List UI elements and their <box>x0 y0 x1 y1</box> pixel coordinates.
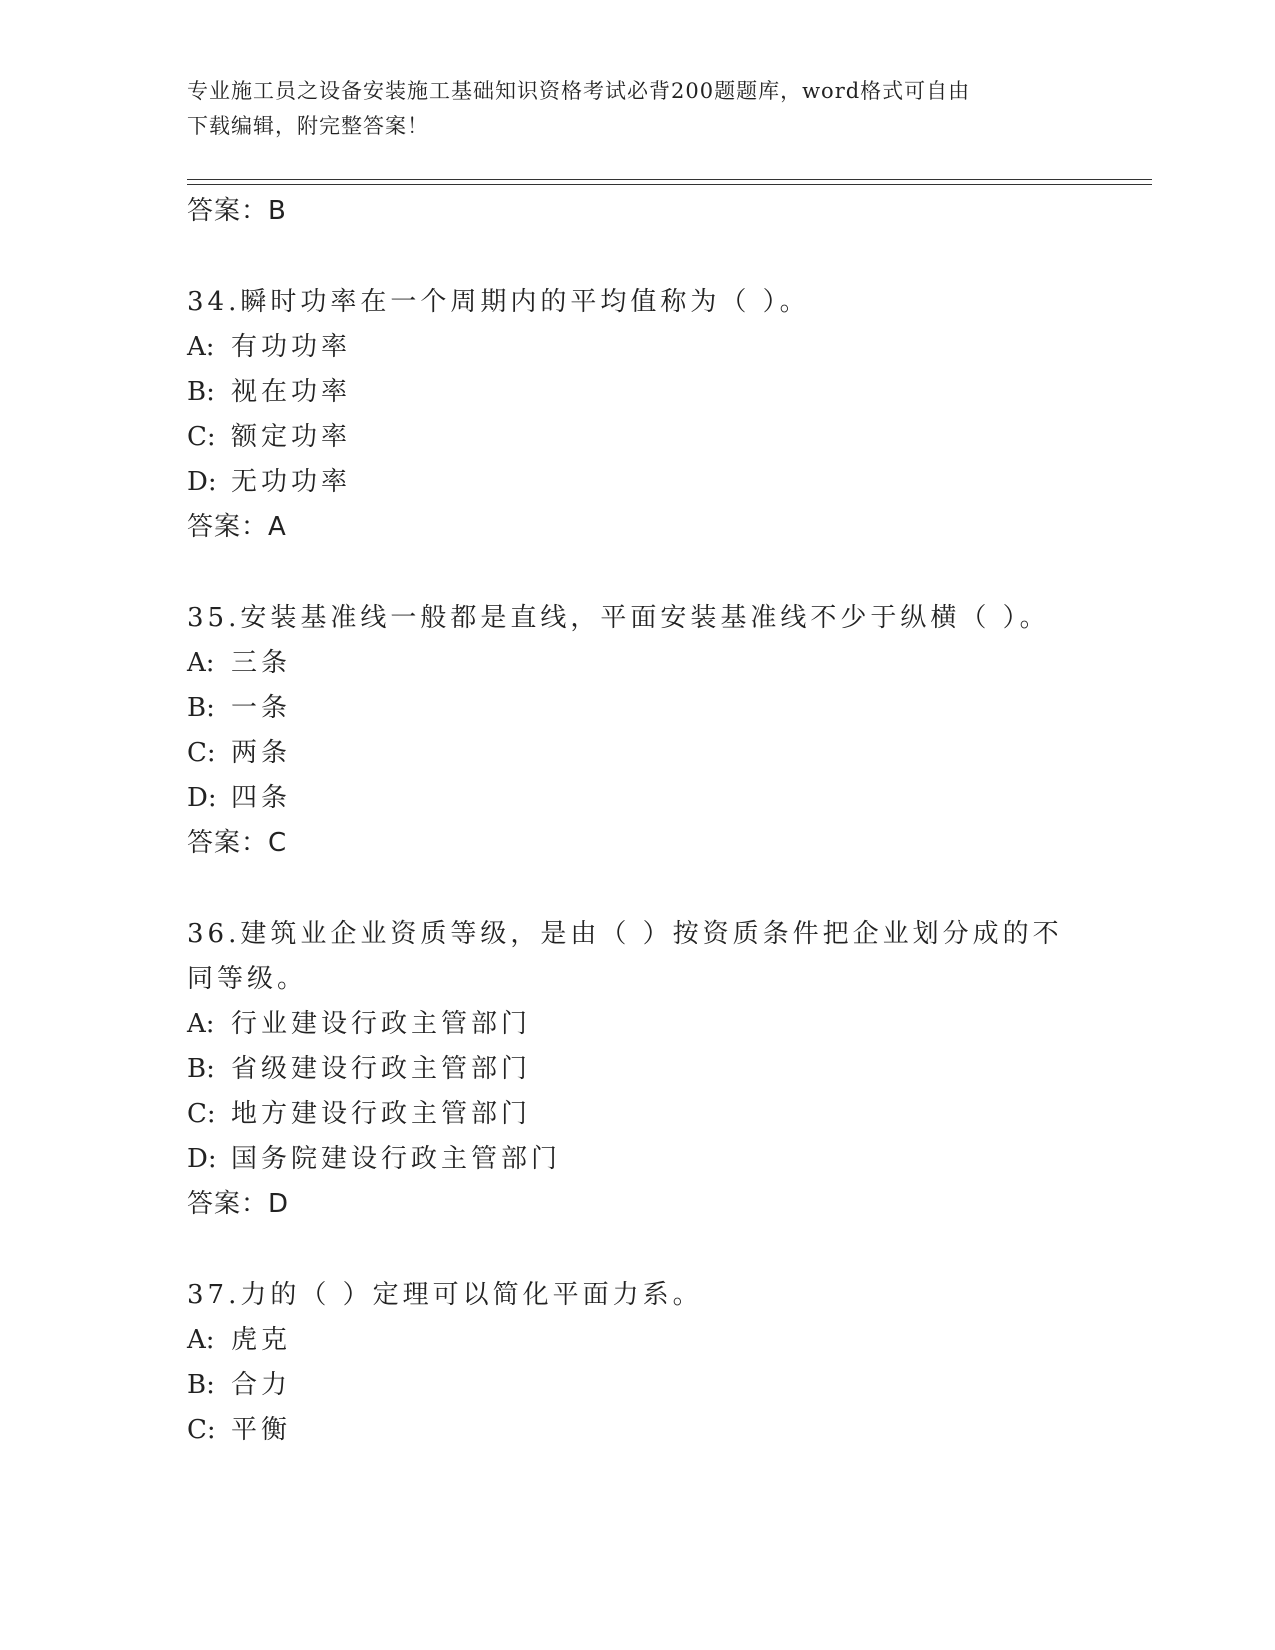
option-c <box>187 731 1087 776</box>
option-c <box>187 1092 1087 1137</box>
option-text: 有功功率 <box>231 332 352 362</box>
question-34 <box>187 280 1087 550</box>
option-b <box>187 1363 1087 1408</box>
option-letter: B: <box>187 693 215 723</box>
question-stem <box>187 596 1087 641</box>
option-text: 视在功率 <box>231 377 352 407</box>
option-a <box>187 1318 1087 1363</box>
option-letter: D: <box>187 1144 217 1174</box>
option-d <box>187 1137 1087 1182</box>
question-list <box>187 189 1087 1453</box>
option-text: 平衡 <box>231 1415 292 1445</box>
previous-question-answer: 答案：B <box>187 196 287 226</box>
option-text: 额定功率 <box>231 422 352 452</box>
question-text: 力的（ ）定理可以简化平面力系。 <box>240 1280 703 1310</box>
option-a <box>187 641 1087 686</box>
option-letter: C: <box>187 1415 216 1445</box>
option-letter: C: <box>187 738 216 768</box>
question-number: 34. <box>187 287 241 317</box>
question-text: 建筑业企业资质等级，是由（ ）按资质条件把企业划分成的不同等级。 <box>187 919 1063 994</box>
option-d <box>187 460 1087 505</box>
question-stem <box>187 912 1087 1002</box>
option-letter: A: <box>187 332 215 362</box>
option-text: 国务院建设行政主管部门 <box>231 1144 562 1174</box>
question-37 <box>187 1273 1087 1453</box>
option-letter: B: <box>187 1370 215 1400</box>
question-text: 瞬时功率在一个周期内的平均值称为（ ）。 <box>240 287 810 317</box>
option-text: 三条 <box>231 648 292 678</box>
header-divider-bottom <box>187 184 1152 185</box>
option-letter: D: <box>187 467 217 497</box>
option-letter: C: <box>187 422 216 452</box>
option-letter: A: <box>187 1009 215 1039</box>
option-d <box>187 776 1087 821</box>
question-stem <box>187 280 1087 325</box>
option-text: 行业建设行政主管部门 <box>231 1009 532 1039</box>
option-a <box>187 325 1087 370</box>
option-text: 一条 <box>231 693 292 723</box>
question-text: 安装基准线一般都是直线，平面安装基准线不少于纵横（ ）。 <box>240 603 1050 633</box>
option-a <box>187 1002 1087 1047</box>
question-answer: 答案：C <box>187 828 288 858</box>
option-text: 无功功率 <box>231 467 352 497</box>
header-title-line-1: 专业施工员之设备安装施工基础知识资格考试必背200题题库，word格式可自由 <box>187 79 971 103</box>
document-header <box>187 74 1067 144</box>
option-letter: B: <box>187 377 215 407</box>
option-b <box>187 1047 1087 1092</box>
question-stem <box>187 1273 1087 1318</box>
header-title-line-2: 下载编辑，附完整答案！ <box>187 114 429 138</box>
question-36 <box>187 912 1087 1227</box>
option-letter: B: <box>187 1054 215 1084</box>
option-letter: A: <box>187 648 215 678</box>
question-answer: 答案：A <box>187 512 287 542</box>
option-text: 两条 <box>231 738 292 768</box>
option-text: 地方建设行政主管部门 <box>231 1099 532 1129</box>
option-b <box>187 686 1087 731</box>
option-text: 省级建设行政主管部门 <box>231 1054 532 1084</box>
option-letter: D: <box>187 783 217 813</box>
option-letter: A: <box>187 1325 215 1355</box>
option-c <box>187 1408 1087 1453</box>
question-35 <box>187 596 1087 866</box>
question-number: 37. <box>187 1280 241 1310</box>
option-letter: C: <box>187 1099 216 1129</box>
option-c <box>187 415 1087 460</box>
option-text: 合力 <box>231 1370 292 1400</box>
header-divider-top <box>187 179 1152 180</box>
question-number: 35. <box>187 603 241 633</box>
option-text: 虎克 <box>231 1325 292 1355</box>
question-number: 36. <box>187 919 241 949</box>
option-b <box>187 370 1087 415</box>
question-answer: 答案：D <box>187 1189 290 1219</box>
option-text: 四条 <box>231 783 292 813</box>
